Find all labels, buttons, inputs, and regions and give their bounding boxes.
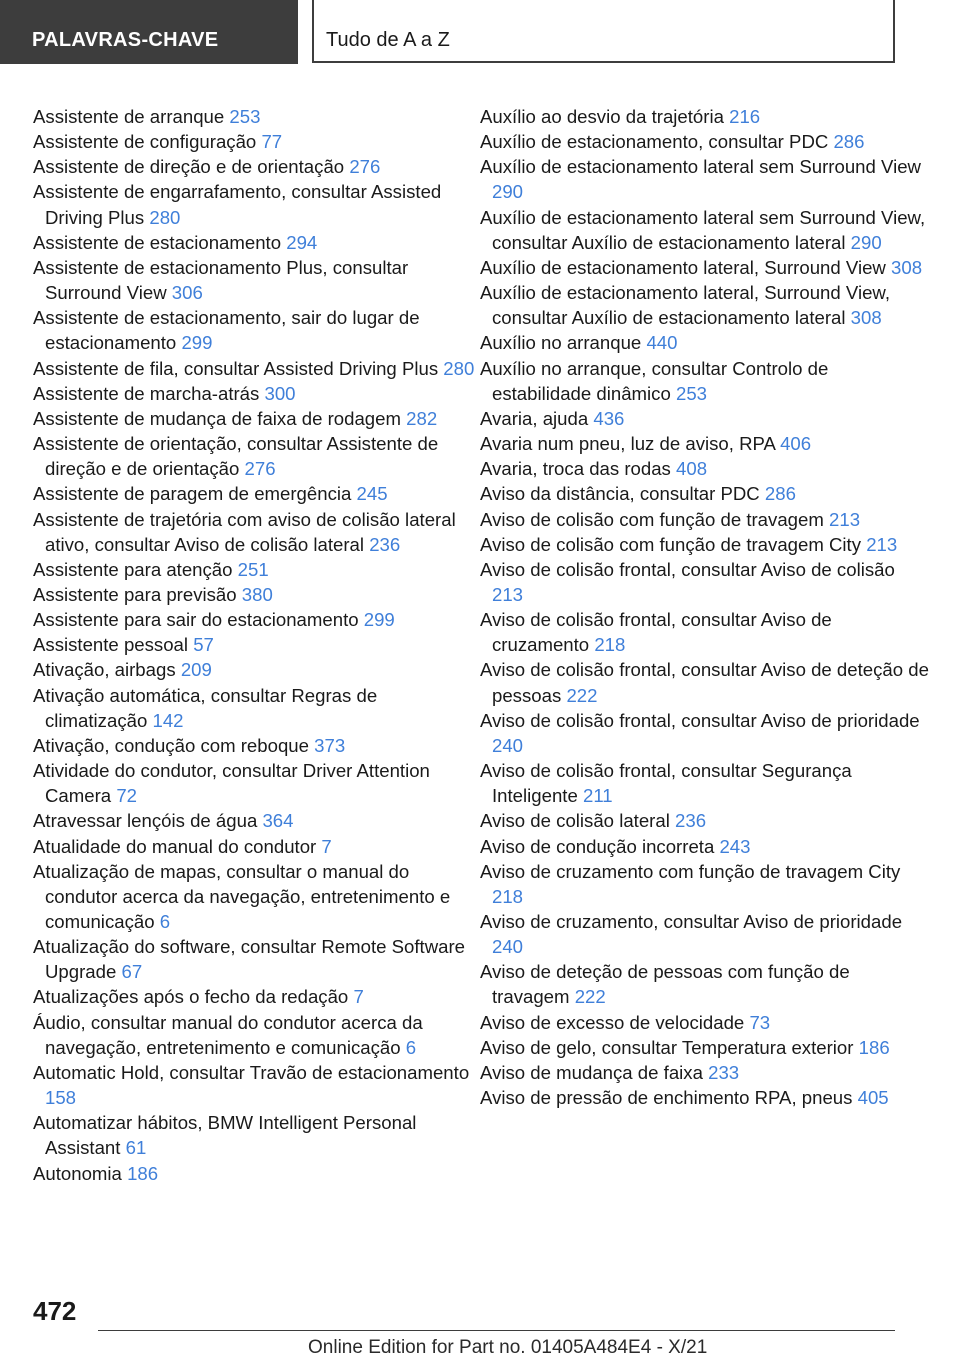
index-entry — [480, 959, 930, 1009]
index-entry-term: Aviso de colisão frontal, consultar Aviso de prioridade — [480, 709, 920, 731]
index-entry — [33, 255, 478, 305]
index-entry-page-link[interactable]: 186 — [858, 1036, 890, 1058]
index-entry — [33, 657, 478, 682]
index-entry-page-link[interactable]: 308 — [850, 307, 882, 329]
index-entry-term: Assistente para previsão — [33, 583, 237, 605]
index-entry — [33, 305, 478, 355]
index-entry-term: Assistente de marcha-atrás — [33, 382, 260, 404]
index-entry-term: Ativação, condução com reboque — [33, 734, 309, 756]
index-entry-term: Aviso de pressão de enchimento RPA, pneus — [480, 1087, 853, 1109]
index-entry — [480, 1035, 930, 1060]
index-entry — [480, 1010, 930, 1035]
index-entry-term: Aviso de colisão frontal, consultar Segurança Inteligente — [480, 760, 852, 807]
index-entry-page-link[interactable]: 405 — [857, 1087, 889, 1109]
index-entry-page-link[interactable]: 282 — [406, 407, 438, 429]
index-entry — [33, 1010, 478, 1060]
page-number: 472 — [33, 1296, 77, 1326]
index-entry-page-link[interactable]: 7 — [321, 835, 332, 857]
index-entry-page-link[interactable]: 276 — [244, 458, 276, 480]
index-entry — [33, 934, 478, 984]
index-entry — [33, 179, 478, 229]
index-entry — [33, 607, 478, 632]
index-entry-term: Autonomia — [33, 1162, 122, 1184]
index-entry — [33, 129, 478, 154]
index-entry — [33, 733, 478, 758]
index-entry-term: Atualização de mapas, consultar o manual do condutor acerca da navegação, entretenimento e comunicação — [33, 860, 451, 932]
index-entry — [33, 1110, 478, 1160]
index-entry-page-link[interactable]: 142 — [152, 709, 184, 731]
index-entry-term: Assistente de trajetória com aviso de colisão lateral ativo, consultar Aviso de colisão lateral — [33, 508, 456, 555]
index-entry — [33, 1060, 478, 1110]
index-entry-term: Avaria, troca das rodas — [480, 458, 671, 480]
index-entry — [480, 859, 930, 909]
index-entry-page-link[interactable]: 186 — [127, 1162, 159, 1184]
index-entry-page-link[interactable]: 299 — [363, 609, 395, 631]
index-entry — [480, 481, 930, 506]
index-entry-term: Automatizar hábitos, BMW Intelligent Personal Assistant — [33, 1112, 417, 1159]
index-entry-term: Aviso de colisão frontal, consultar Aviso de colisão — [480, 558, 895, 580]
index-entry-term: Atualização do software, consultar Remote Software Upgrade — [33, 936, 466, 983]
index-entry — [480, 909, 930, 959]
index-entry-page-link[interactable]: 57 — [193, 634, 214, 656]
index-entry-term: Auxílio de estacionamento lateral, Surround View, consultar Auxílio de estacionamento lateral — [480, 282, 890, 329]
index-entry — [33, 557, 478, 582]
index-entry-term: Assistente de estacionamento — [33, 231, 282, 253]
index-entry-term: Auxílio de estacionamento lateral sem Surround View, consultar Auxílio de estacionamento lateral — [480, 206, 926, 253]
index-entry — [33, 834, 478, 859]
index-entry-page-link[interactable]: 364 — [262, 810, 294, 832]
index-entry-page-link[interactable]: 222 — [566, 684, 598, 706]
index-entry-term: Aviso de colisão com função de travagem — [480, 508, 824, 530]
index-entry-page-link[interactable]: 306 — [171, 282, 203, 304]
index-entry-page-link[interactable]: 240 — [492, 936, 524, 958]
index-entry-term: Aviso da distância, consultar PDC — [480, 483, 760, 505]
index-entry-page-link[interactable]: 213 — [492, 583, 524, 605]
index-entry-term: Aviso de condução incorreta — [480, 835, 715, 857]
index-entry — [33, 381, 478, 406]
index-entry-page-link[interactable]: 218 — [594, 634, 626, 656]
section-tab: PALAVRAS-CHAVE — [0, 0, 298, 64]
index-entry-page-link[interactable]: 213 — [829, 508, 861, 530]
index-entry — [33, 406, 478, 431]
index-entry — [33, 481, 478, 506]
index-entry — [480, 1085, 930, 1110]
index-entry-term: Aviso de cruzamento com função de travagem City — [480, 860, 901, 882]
index-entry-term: Aviso de colisão com função de travagem City — [480, 533, 862, 555]
index-entry — [480, 507, 930, 532]
index-entry-page-link[interactable]: 222 — [574, 986, 606, 1008]
index-entry — [480, 1060, 930, 1085]
index-entry-term: Assistente para sair do estacionamento — [33, 609, 359, 631]
index-entry-page-link[interactable]: 280 — [149, 206, 181, 228]
index-entry-term: Auxílio de estacionamento lateral, Surround View — [480, 256, 886, 278]
index-entry — [480, 255, 930, 280]
index-entry-page-link[interactable]: 216 — [729, 106, 761, 127]
index-entry-page-link[interactable]: 245 — [356, 483, 388, 505]
index-entry-term: Áudio, consultar manual do condutor acerca da navegação, entretenimento e comunicação — [33, 1011, 423, 1058]
index-entry — [480, 129, 930, 154]
index-entry-page-link[interactable]: 299 — [181, 332, 213, 354]
index-entry-page-link[interactable]: 218 — [492, 885, 524, 907]
index-entry-page-link[interactable]: 253 — [676, 382, 708, 404]
index-entry-term: Auxílio de estacionamento, consultar PDC — [480, 131, 829, 153]
index-entry-page-link[interactable]: 243 — [719, 835, 751, 857]
index-entry-term: Aviso de colisão frontal, consultar Aviso de cruzamento — [480, 609, 832, 656]
index-entry-term: Assistente de direção e de orientação — [33, 156, 345, 178]
index-entry-term: Assistente de paragem de emergência — [33, 483, 352, 505]
index-entry-term: Aviso de cruzamento, consultar Aviso de prioridade — [480, 911, 903, 932]
index-entry-term: Assistente de fila, consultar Assisted Driving Plus — [33, 357, 439, 379]
index-entry — [480, 406, 930, 431]
index-entry-page-link[interactable]: 77 — [261, 131, 283, 153]
index-entry-page-link[interactable]: 61 — [125, 1137, 147, 1159]
index-entry-term: Assistente de mudança de faixa de rodagem — [33, 407, 401, 429]
index-entry — [33, 859, 478, 934]
index-entry — [480, 154, 930, 204]
index-entry-term: Avaria num pneu, luz de aviso, RPA — [480, 433, 775, 455]
index-entry-term: Assistente para atenção — [33, 558, 233, 580]
index-entry — [480, 330, 930, 355]
index-entry — [33, 230, 478, 255]
index-entry-term: Aviso de colisão frontal, consultar Aviso de deteção de pessoas — [480, 659, 929, 706]
index-entry — [480, 557, 930, 607]
index-entry — [33, 104, 478, 129]
index-entry-term: Assistente de estacionamento, sair do lugar de estacionamento — [33, 307, 420, 354]
index-entry — [33, 582, 478, 607]
index-entry-term: Aviso de colisão lateral — [480, 810, 670, 832]
index-entry-term: Atualidade do manual do condutor — [33, 835, 317, 857]
index-entry — [33, 984, 478, 1009]
index-entry-page-link[interactable]: 280 — [443, 357, 475, 379]
index-entry — [480, 758, 930, 808]
index-entry-term: Ativação automática, consultar Regras de climatização — [33, 684, 378, 731]
index-entry-term: Automatic Hold, consultar Travão de estacionamento — [33, 1061, 470, 1083]
index-entry-page-link[interactable]: 408 — [676, 458, 708, 480]
index-entry — [480, 431, 930, 456]
index-entry — [480, 104, 930, 129]
index-entry — [480, 834, 930, 859]
index-entry-term: Auxílio de estacionamento lateral sem Surround View — [480, 156, 921, 178]
index-entry-page-link[interactable]: 240 — [492, 734, 524, 756]
index-entry-term: Assistente de configuração — [33, 131, 257, 153]
index-entry-page-link[interactable]: 300 — [264, 382, 296, 404]
index-entry-term: Aviso de mudança de faixa — [480, 1061, 703, 1083]
index-entry-page-link[interactable]: 276 — [349, 156, 381, 178]
index-entry — [480, 657, 930, 707]
index-entry-term: Atualizações após o fecho da redação — [33, 986, 349, 1008]
index-entry-page-link[interactable]: 308 — [891, 256, 923, 278]
index-entry-page-link[interactable]: 380 — [241, 583, 273, 605]
index-entry — [33, 1161, 478, 1186]
index-entry — [33, 154, 478, 179]
index-entry-page-link[interactable]: 290 — [850, 231, 882, 253]
index-entry-term: Avaria, ajuda — [480, 407, 589, 429]
index-entry-page-link[interactable]: 290 — [492, 181, 524, 203]
index-entry-page-link[interactable]: 7 — [353, 986, 364, 1008]
index-entry — [480, 532, 930, 557]
index-entry-term: Assistente de estacionamento Plus, consultar Surround View — [33, 256, 409, 304]
index-entry-term: Aviso de gelo, consultar Temperatura exterior — [480, 1036, 854, 1058]
index-entry — [33, 632, 478, 657]
index-entry-page-link[interactable]: 67 — [121, 961, 143, 983]
index-entry — [480, 205, 930, 255]
index-entry-term: Auxílio ao desvio da trajetória — [480, 106, 724, 127]
footer-edition-text: Online Edition for Part no. 01405A484E4 - X/21 — [308, 1337, 708, 1358]
index-entry-page-link[interactable]: 251 — [237, 558, 269, 580]
index-entry-page-link[interactable]: 406 — [780, 433, 812, 455]
index-entry-term: Ativação, airbags — [33, 659, 176, 681]
index-entry — [480, 607, 930, 657]
index-entry-page-link[interactable]: 213 — [866, 533, 898, 555]
index-entry-term: Assistente de orientação, consultar Assistente de direção e de orientação — [33, 433, 439, 480]
index-entry-page-link[interactable]: 233 — [708, 1061, 740, 1083]
index-entry-page-link[interactable]: 6 — [405, 1036, 417, 1058]
index-entry — [33, 507, 478, 557]
index-entry — [480, 456, 930, 481]
index-entry — [480, 808, 930, 833]
index-entry-page-link[interactable]: 253 — [229, 106, 261, 127]
index-entry — [33, 683, 478, 733]
index-entry — [33, 758, 478, 808]
index-entry — [480, 280, 930, 330]
index-entry-page-link[interactable]: 6 — [159, 911, 171, 932]
page-header-title: Tudo de A a Z — [312, 0, 895, 63]
index-entry-page-link[interactable]: 158 — [45, 1087, 77, 1109]
index-entry-page-link[interactable]: 236 — [369, 533, 401, 555]
index-entry-page-link[interactable]: 72 — [116, 785, 137, 807]
index-entry-page-link[interactable]: 294 — [286, 231, 318, 253]
index-entry-page-link[interactable]: 286 — [833, 131, 865, 153]
index-entry-page-link[interactable]: 286 — [764, 483, 796, 505]
index-entry — [480, 356, 930, 406]
footer-divider — [98, 1330, 895, 1331]
index-entry-page-link[interactable]: 236 — [675, 810, 707, 832]
index-entry-page-link[interactable]: 440 — [646, 332, 678, 354]
index-entry — [33, 356, 478, 381]
index-entry — [480, 708, 930, 758]
index-entry-term: Atividade do condutor, consultar Driver Attention Camera — [33, 760, 430, 807]
index-entry-page-link[interactable]: 209 — [180, 659, 212, 681]
index-entry-term: Atravessar lençóis de água — [33, 810, 258, 832]
index-entry-term: Aviso de excesso de velocidade — [480, 1011, 745, 1033]
index-entry-term: Assistente de arranque — [33, 106, 225, 127]
index-entry-page-link[interactable]: 373 — [314, 734, 346, 756]
index-entry-page-link[interactable]: 211 — [582, 785, 613, 807]
index-entry-term: Assistente de engarrafamento, consultar Assisted Driving Plus — [33, 181, 442, 228]
index-column-left — [33, 104, 478, 1186]
index-entry — [33, 808, 478, 833]
index-entry-term: Aviso de deteção de pessoas com função de travagem — [480, 961, 850, 1008]
index-entry-term: Auxílio no arranque, consultar Controlo de estabilidade dinâmico — [480, 357, 829, 404]
index-entry-term: Auxílio no arranque — [480, 332, 642, 354]
index-column-right — [480, 104, 930, 1110]
index-entry-page-link[interactable]: 436 — [593, 407, 625, 429]
index-entry-page-link[interactable]: 73 — [749, 1011, 771, 1033]
index-entry-term: Assistente pessoal — [33, 634, 189, 656]
index-entry — [33, 431, 478, 481]
